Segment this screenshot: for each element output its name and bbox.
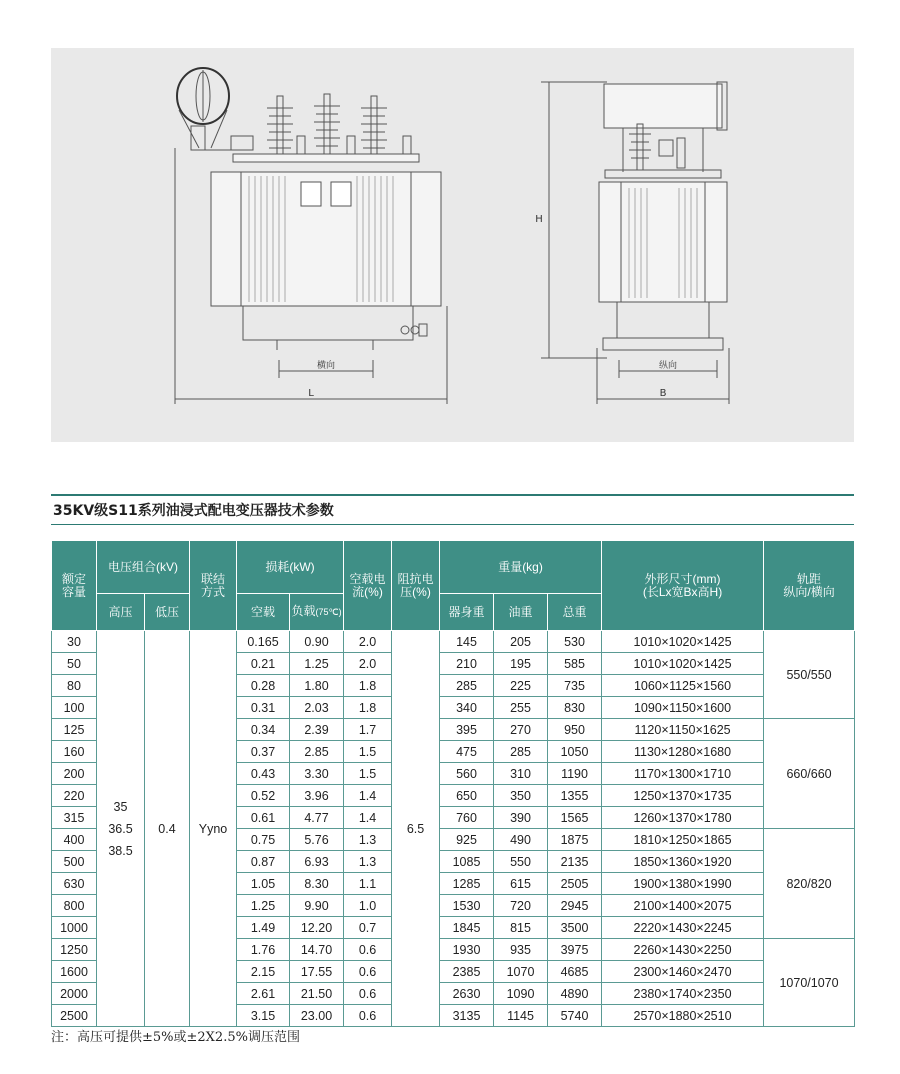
body-weight-cell: 340 (440, 697, 494, 719)
total-weight-cell: 735 (548, 675, 602, 697)
dimensions-cell: 2260×1430×2250 (602, 939, 764, 961)
no-load-loss-cell: 0.28 (237, 675, 290, 697)
capacity-cell: 315 (52, 807, 97, 829)
capacity-cell: 100 (52, 697, 97, 719)
dimensions-cell: 2100×1400×2075 (602, 895, 764, 917)
load-loss-cell: 4.77 (290, 807, 344, 829)
low-voltage-cell: 0.4 (145, 631, 190, 1027)
spec-table (51, 540, 855, 1027)
dimensions-cell: 2220×1430×2245 (602, 917, 764, 939)
header-no-load-current: 空载电 流(%) (344, 541, 392, 631)
no-load-loss-cell: 2.61 (237, 983, 290, 1005)
no-load-loss-cell: 3.15 (237, 1005, 290, 1027)
no-load-loss-cell: 1.76 (237, 939, 290, 961)
no-load-loss-cell: 0.31 (237, 697, 290, 719)
header-load (290, 594, 344, 631)
capacity-cell: 160 (52, 741, 97, 763)
title-rule-bottom (51, 524, 854, 525)
oil-weight-cell: 270 (494, 719, 548, 741)
no-load-current-cell: 1.7 (344, 719, 392, 741)
header-capacity: 额定 容量 (52, 541, 97, 631)
total-weight-cell: 5740 (548, 1005, 602, 1027)
oil-weight-cell: 255 (494, 697, 548, 719)
no-load-loss-cell: 0.34 (237, 719, 290, 741)
header-high-voltage: 高压 (97, 594, 145, 631)
no-load-current-cell: 1.4 (344, 785, 392, 807)
gauge-cell: 660/660 (764, 719, 855, 829)
capacity-cell: 400 (52, 829, 97, 851)
no-load-loss-cell: 0.21 (237, 653, 290, 675)
capacity-cell: 80 (52, 675, 97, 697)
header-body-weight: 器身重 (440, 594, 494, 631)
total-weight-cell: 2945 (548, 895, 602, 917)
load-loss-cell: 1.25 (290, 653, 344, 675)
gauge-cell: 1070/1070 (764, 939, 855, 1027)
dimensions-cell: 1010×1020×1425 (602, 631, 764, 653)
dimensions-cell: 2300×1460×2470 (602, 961, 764, 983)
header-dimensions: 外形尺寸(mm) (长Lx宽Bx高H) (602, 541, 764, 631)
high-voltage-value: 36.5 (108, 821, 133, 836)
no-load-current-cell: 0.6 (344, 961, 392, 983)
spec-table-body (52, 631, 855, 1027)
dimensions-cell: 1130×1280×1680 (602, 741, 764, 763)
no-load-current-cell: 1.5 (344, 741, 392, 763)
no-load-loss-cell: 0.61 (237, 807, 290, 829)
no-load-current-cell: 0.6 (344, 983, 392, 1005)
body-weight-cell: 1530 (440, 895, 494, 917)
no-load-current-cell: 1.5 (344, 763, 392, 785)
total-weight-cell: 1050 (548, 741, 602, 763)
body-weight-cell: 395 (440, 719, 494, 741)
total-weight-cell: 830 (548, 697, 602, 719)
dimensions-cell: 1810×1250×1865 (602, 829, 764, 851)
dimensions-cell: 1120×1150×1625 (602, 719, 764, 741)
no-load-current-cell: 0.7 (344, 917, 392, 939)
capacity-cell: 1600 (52, 961, 97, 983)
total-weight-cell: 4685 (548, 961, 602, 983)
body-weight-cell: 1845 (440, 917, 494, 939)
section-title-bar (51, 489, 854, 529)
load-loss-cell: 9.90 (290, 895, 344, 917)
oil-weight-cell: 1145 (494, 1005, 548, 1027)
table-row (52, 631, 855, 653)
side-vertical-label: 纵向 (658, 361, 678, 371)
oil-weight-cell: 225 (494, 675, 548, 697)
no-load-current-cell: 0.6 (344, 939, 392, 961)
oil-weight-cell: 615 (494, 873, 548, 895)
no-load-current-cell: 1.3 (344, 829, 392, 851)
front-view (175, 68, 447, 404)
section-title: 35KV级S11系列油浸式配电变压器技术参数 (53, 503, 334, 519)
width-label: B (659, 388, 667, 399)
side-view (541, 82, 729, 404)
capacity-cell: 50 (52, 653, 97, 675)
oil-weight-cell: 310 (494, 763, 548, 785)
load-loss-cell: 17.55 (290, 961, 344, 983)
no-load-current-cell: 1.8 (344, 697, 392, 719)
total-weight-cell: 2135 (548, 851, 602, 873)
dimensions-cell: 1060×1125×1560 (602, 675, 764, 697)
no-load-loss-cell: 1.25 (237, 895, 290, 917)
body-weight-cell: 2385 (440, 961, 494, 983)
oil-weight-cell: 720 (494, 895, 548, 917)
no-load-current-cell: 2.0 (344, 631, 392, 653)
oil-weight-cell: 350 (494, 785, 548, 807)
no-load-loss-cell: 0.75 (237, 829, 290, 851)
dimensions-cell: 1850×1360×1920 (602, 851, 764, 873)
load-loss-cell: 3.96 (290, 785, 344, 807)
oil-weight-cell: 285 (494, 741, 548, 763)
high-voltage-cell (97, 631, 145, 1027)
no-load-current-cell: 1.1 (344, 873, 392, 895)
dimensions-cell: 1260×1370×1780 (602, 807, 764, 829)
no-load-loss-cell: 1.49 (237, 917, 290, 939)
no-load-current-cell: 1.4 (344, 807, 392, 829)
total-weight-cell: 1875 (548, 829, 602, 851)
header-load-label: 负载 (291, 604, 316, 618)
body-weight-cell: 285 (440, 675, 494, 697)
height-label: H (535, 214, 543, 225)
no-load-loss-cell: 0.43 (237, 763, 290, 785)
transformer-drawings (51, 48, 854, 442)
capacity-cell: 125 (52, 719, 97, 741)
oil-weight-cell: 390 (494, 807, 548, 829)
capacity-cell: 500 (52, 851, 97, 873)
load-loss-cell: 12.20 (290, 917, 344, 939)
load-loss-cell: 23.00 (290, 1005, 344, 1027)
no-load-current-cell: 1.3 (344, 851, 392, 873)
header-oil-weight: 油重 (494, 594, 548, 631)
connection-cell: Yyno (190, 631, 237, 1027)
high-voltage-value: 35 (113, 799, 128, 814)
total-weight-cell: 585 (548, 653, 602, 675)
load-loss-cell: 5.76 (290, 829, 344, 851)
load-loss-cell: 14.70 (290, 939, 344, 961)
body-weight-cell: 925 (440, 829, 494, 851)
capacity-cell: 220 (52, 785, 97, 807)
dimensions-cell: 2380×1740×2350 (602, 983, 764, 1005)
gauge-cell: 550/550 (764, 631, 855, 719)
capacity-cell: 1000 (52, 917, 97, 939)
no-load-loss-cell: 0.165 (237, 631, 290, 653)
header-impedance: 阻抗电 压(%) (392, 541, 440, 631)
gauge-cell: 820/820 (764, 829, 855, 939)
header-load-temp: (75℃) (315, 607, 342, 617)
capacity-cell: 1250 (52, 939, 97, 961)
no-load-loss-cell: 0.52 (237, 785, 290, 807)
capacity-cell: 2000 (52, 983, 97, 1005)
oil-weight-cell: 1090 (494, 983, 548, 1005)
load-loss-cell: 2.85 (290, 741, 344, 763)
body-weight-cell: 145 (440, 631, 494, 653)
header-connection: 联结 方式 (190, 541, 237, 631)
dimensions-cell: 1090×1150×1600 (602, 697, 764, 719)
total-weight-cell: 1565 (548, 807, 602, 829)
body-weight-cell: 1285 (440, 873, 494, 895)
body-weight-cell: 560 (440, 763, 494, 785)
no-load-loss-cell: 0.87 (237, 851, 290, 873)
total-weight-cell: 950 (548, 719, 602, 741)
total-weight-cell: 3500 (548, 917, 602, 939)
footnote: 注：高压可提供±5%或±2X2.5%调压范围 (51, 1030, 300, 1045)
total-weight-cell: 530 (548, 631, 602, 653)
capacity-cell: 800 (52, 895, 97, 917)
dimensions-cell: 1250×1370×1735 (602, 785, 764, 807)
no-load-loss-cell: 1.05 (237, 873, 290, 895)
capacity-cell: 200 (52, 763, 97, 785)
load-loss-cell: 2.03 (290, 697, 344, 719)
no-load-current-cell: 1.8 (344, 675, 392, 697)
load-loss-cell: 6.93 (290, 851, 344, 873)
header-weight: 重量(kg) (440, 541, 602, 594)
body-weight-cell: 210 (440, 653, 494, 675)
load-loss-cell: 1.80 (290, 675, 344, 697)
high-voltage-value: 38.5 (108, 843, 133, 858)
body-weight-cell: 3135 (440, 1005, 494, 1027)
no-load-current-cell: 0.6 (344, 1005, 392, 1027)
dimensions-cell: 2570×1880×2510 (602, 1005, 764, 1027)
load-loss-cell: 21.50 (290, 983, 344, 1005)
oil-weight-cell: 490 (494, 829, 548, 851)
front-horizontal-label: 横向 (316, 361, 336, 371)
oil-weight-cell: 195 (494, 653, 548, 675)
oil-weight-cell: 1070 (494, 961, 548, 983)
oil-weight-cell: 205 (494, 631, 548, 653)
total-weight-cell: 3975 (548, 939, 602, 961)
load-loss-cell: 2.39 (290, 719, 344, 741)
header-gauge: 轨距 纵向/横向 (764, 541, 855, 631)
total-weight-cell: 4890 (548, 983, 602, 1005)
body-weight-cell: 475 (440, 741, 494, 763)
total-weight-cell: 2505 (548, 873, 602, 895)
title-rule-top (51, 494, 854, 496)
load-loss-cell: 0.90 (290, 631, 344, 653)
total-weight-cell: 1190 (548, 763, 602, 785)
impedance-cell: 6.5 (392, 631, 440, 1027)
dimensions-cell: 1010×1020×1425 (602, 653, 764, 675)
capacity-cell: 630 (52, 873, 97, 895)
length-label: L (308, 388, 314, 399)
bushings (267, 94, 411, 156)
header-no-load: 空载 (237, 594, 290, 631)
oil-weight-cell: 815 (494, 917, 548, 939)
oil-weight-cell: 935 (494, 939, 548, 961)
load-loss-cell: 3.30 (290, 763, 344, 785)
no-load-loss-cell: 2.15 (237, 961, 290, 983)
body-weight-cell: 760 (440, 807, 494, 829)
dimensions-cell: 1900×1380×1990 (602, 873, 764, 895)
total-weight-cell: 1355 (548, 785, 602, 807)
header-total-weight: 总重 (548, 594, 602, 631)
oil-weight-cell: 550 (494, 851, 548, 873)
no-load-loss-cell: 0.37 (237, 741, 290, 763)
body-weight-cell: 2630 (440, 983, 494, 1005)
header-loss: 损耗(kW) (237, 541, 344, 594)
header-voltage-combo: 电压组合(kV) (97, 541, 190, 594)
body-weight-cell: 650 (440, 785, 494, 807)
capacity-cell: 2500 (52, 1005, 97, 1027)
no-load-current-cell: 1.0 (344, 895, 392, 917)
dimensions-cell: 1170×1300×1710 (602, 763, 764, 785)
load-loss-cell: 8.30 (290, 873, 344, 895)
header-low-voltage: 低压 (145, 594, 190, 631)
no-load-current-cell: 2.0 (344, 653, 392, 675)
body-weight-cell: 1085 (440, 851, 494, 873)
transformer-drawing-panel (51, 48, 854, 442)
body-weight-cell: 1930 (440, 939, 494, 961)
capacity-cell: 30 (52, 631, 97, 653)
